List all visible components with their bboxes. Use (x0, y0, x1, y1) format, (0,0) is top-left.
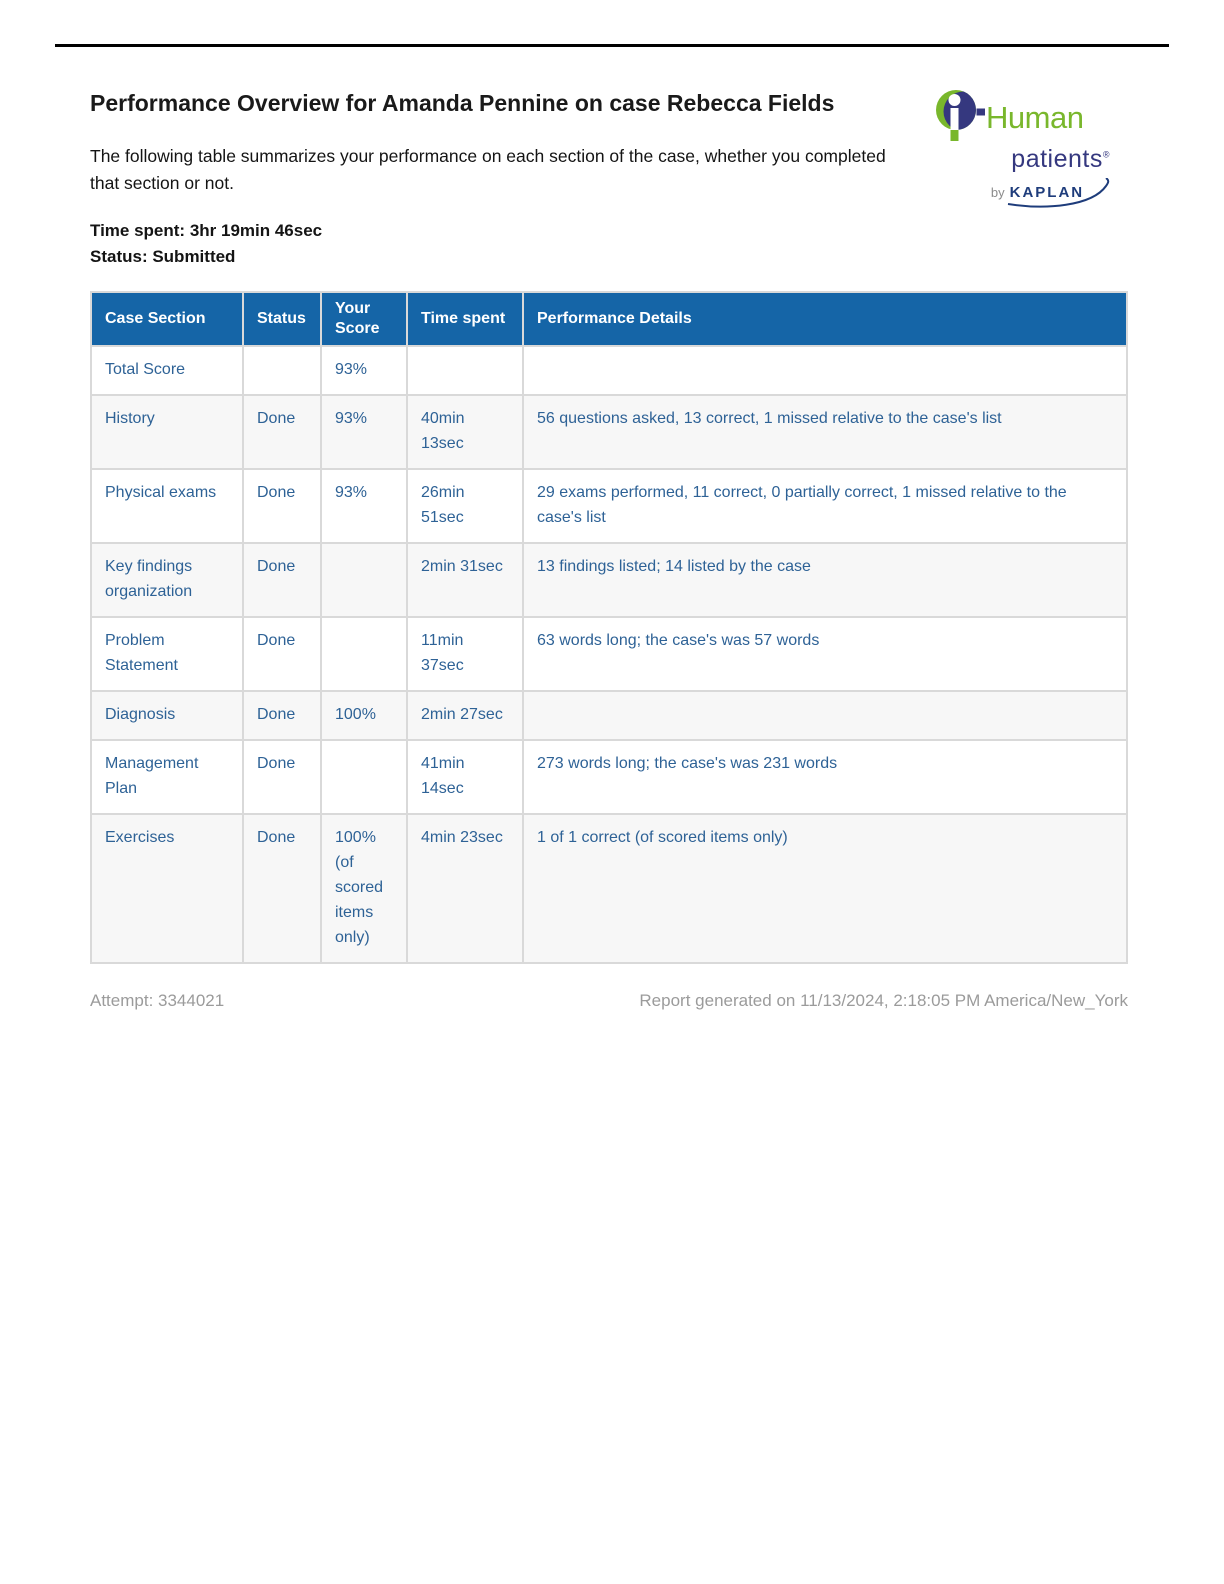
ihuman-logo (935, 89, 1120, 210)
cell-time: 4min 23sec (408, 815, 522, 962)
cell-score: 100% (of scored items only) (322, 815, 406, 962)
cell-status: Done (244, 396, 320, 468)
cell-section: Total Score (92, 347, 242, 394)
cell-score: 93% (322, 347, 406, 394)
table-row (92, 618, 1126, 690)
cell-status: Done (244, 692, 320, 739)
col-your-score: Your Score (322, 293, 406, 345)
time-spent-line: Time spent: 3hr 19min 46sec (90, 220, 323, 240)
cell-time: 26min 51sec (408, 470, 522, 542)
cell-status: Done (244, 618, 320, 690)
header-row (92, 293, 1126, 345)
table-header (92, 293, 1126, 345)
col-status: Status (244, 293, 320, 345)
cell-details: 56 questions asked, 13 correct, 1 missed relative to the case's list (524, 396, 1126, 468)
cell-time: 41min 14sec (408, 741, 522, 813)
table-row (92, 396, 1126, 468)
status-line: Status: Submitted (90, 246, 236, 266)
cell-time: 40min 13sec (408, 396, 522, 468)
col-case-section: Case Section (92, 293, 242, 345)
cell-time: 2min 27sec (408, 692, 522, 739)
cell-details: 29 exams performed, 11 correct, 0 partially correct, 1 missed relative to the case's list (524, 470, 1126, 542)
table-row (92, 692, 1126, 739)
cell-status (244, 347, 320, 394)
table-row (92, 544, 1126, 616)
col-time-spent: Time spent (408, 293, 522, 345)
cell-section: Problem Statement (92, 618, 242, 690)
cell-score: 93% (322, 470, 406, 542)
cell-details: 273 words long; the case's was 231 words (524, 741, 1126, 813)
cell-details: 1 of 1 correct (of scored items only) (524, 815, 1126, 962)
logo-human-text: Human (986, 99, 1084, 135)
logo-by-text: by (990, 185, 1005, 200)
logo-by-kaplan (935, 184, 1120, 210)
table-body (92, 347, 1126, 962)
cell-section: Physical exams (92, 470, 242, 542)
cell-score (322, 544, 406, 616)
report-footer (90, 991, 1128, 1011)
intro-text: The following table summarizes your performance on each section of the case, whether you completed that section or not. (90, 145, 886, 193)
cell-score: 93% (322, 396, 406, 468)
table-row (92, 815, 1126, 962)
generated-label: Report generated on 11/13/2024, 2:18:05 PM America/New_York (639, 990, 1128, 1010)
performance-table (90, 291, 1128, 964)
col-performance-details: Performance Details (524, 293, 1126, 345)
logo-kaplan-text: KAPLAN (1009, 184, 1085, 201)
table-row (92, 470, 1126, 542)
cell-score (322, 618, 406, 690)
page-title: Performance Overview for Amanda Pennine on case Rebecca Fields (90, 90, 835, 116)
ihuman-logo-row (935, 89, 1120, 145)
report-content (90, 47, 1128, 1011)
cell-section: Exercises (92, 815, 242, 962)
cell-time: 11min 37sec (408, 618, 522, 690)
cell-details (524, 347, 1126, 394)
cell-time (408, 347, 522, 394)
cell-details: 13 findings listed; 14 listed by the case (524, 544, 1126, 616)
ihuman-logo-mark-icon (935, 89, 985, 145)
cell-time: 2min 31sec (408, 544, 522, 616)
cell-status: Done (244, 815, 320, 962)
cell-status: Done (244, 470, 320, 542)
table-row (92, 741, 1126, 813)
cell-details: 63 words long; the case's was 57 words (524, 618, 1126, 690)
attempt-label: Attempt: 3344021 (90, 990, 225, 1010)
cell-section: Diagnosis (92, 692, 242, 739)
cell-section: Management Plan (92, 741, 242, 813)
logo-patients-text: patients® (1011, 145, 1110, 173)
registered-mark: ® (1102, 149, 1110, 160)
cell-section: Key findings organization (92, 544, 242, 616)
cell-score: 100% (322, 692, 406, 739)
table-row (92, 347, 1126, 394)
cell-section: History (92, 396, 242, 468)
cell-details (524, 692, 1126, 739)
cell-status: Done (244, 544, 320, 616)
cell-score (322, 741, 406, 813)
cell-status: Done (244, 741, 320, 813)
